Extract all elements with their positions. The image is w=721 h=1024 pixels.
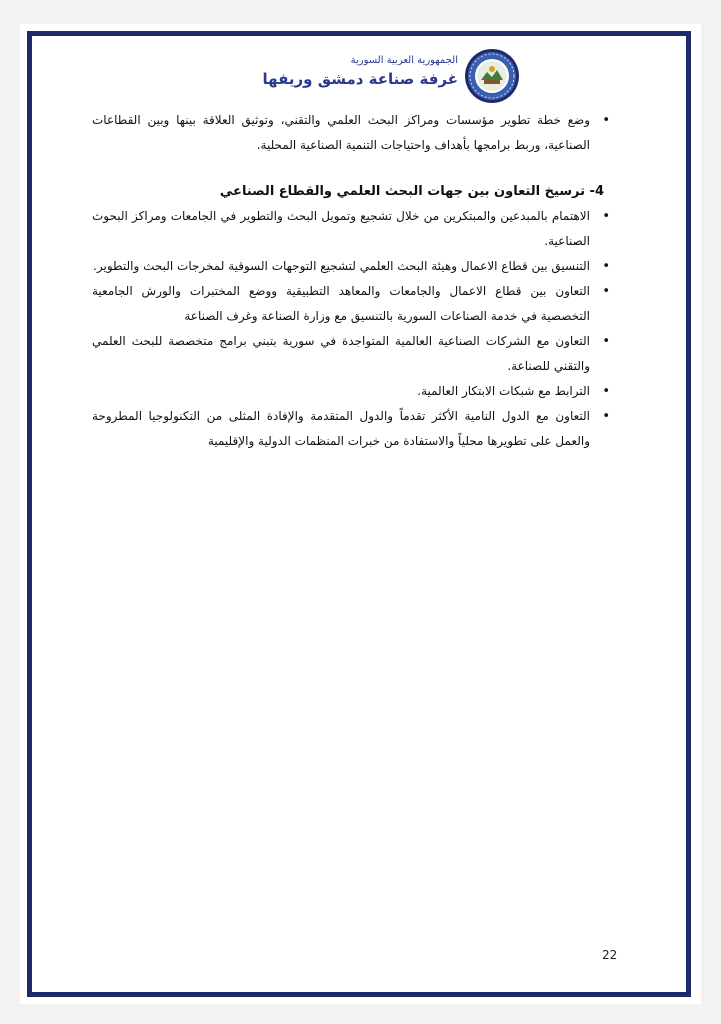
section-bullet-list	[92, 204, 614, 454]
section-heading: 4- ترسيخ التعاون بين جهات البحث العلمي والقطاع الصناعي	[219, 184, 604, 199]
list-item: • التعاون بين قطاع الاعمال والجامعات والمعاهد التطبيقية ووضع المختبرات والورش الجامعية التخصصية في خدمة الصناعات السورية بالتنسيق مع وزارة الصناعة وغرف الصناعة	[92, 279, 614, 329]
intro-bullet-list	[92, 108, 614, 158]
letterhead	[260, 46, 520, 106]
list-item: • وضع خطة تطوير مؤسسات ومراكز البحث العلمي والتقني، وتوثيق العلاقة بينها وبين القطاعات الصناعية، وربط برامجها بأهداف واحتياجات التنمية الصناعية المحلية.	[92, 108, 614, 158]
list-item: • الاهتمام بالمبدعين والمبتكرين من خلال تشجيع وتمويل البحث والتطوير في الجامعات ومراكز البحوث الصناعية.	[92, 204, 614, 254]
document-body	[92, 108, 614, 454]
organization-name: غرفة صناعة دمشق وريفها	[262, 70, 458, 88]
document-page	[20, 24, 701, 1004]
list-item: • الترابط مع شبكات الابتكار العالمية.	[92, 379, 614, 404]
country-name: الجمهورية العربية السورية	[350, 55, 458, 66]
list-item: • التعاون مع الدول النامية الأكثر تقدماً والدول المتقدمة والإفادة المثلى من التكنولوجيا المطروحة والعمل على تطويرها محلياً والاستفادة من خبرات المنظمات الدولية والإقليمية	[92, 404, 614, 454]
chamber-of-industry-seal-icon	[464, 48, 520, 104]
page-number: 22	[602, 948, 618, 962]
list-item: • التعاون مع الشركات الصناعية العالمية المتواجدة في سورية بتبني برامج متخصصة للبحث العلمي والتقني للصناعة.	[92, 329, 614, 379]
list-item: • التنسيق بين قطاع الاعمال وهيئة البحث العلمي لتشجيع التوجهات السوقية لمخرجات البحث والتطوير.	[92, 254, 614, 279]
